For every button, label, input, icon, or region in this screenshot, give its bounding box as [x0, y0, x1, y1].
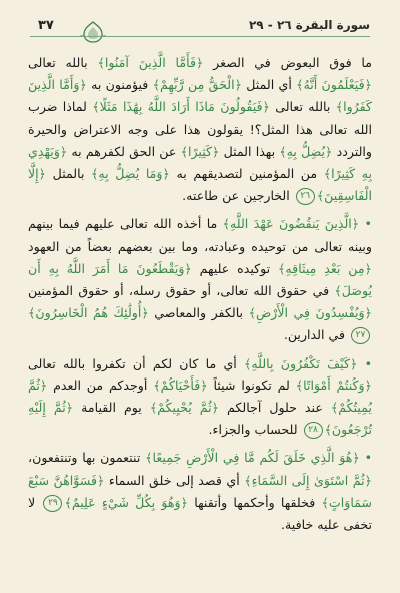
commentary-text: الخارجين عن طاعته.: [182, 188, 294, 204]
commentary-text: من المؤمنين لتصديقهم به: [169, 166, 324, 182]
quran-text: ﴿وَهُوَ بِكُلِّ شَيْءٍ عَلِيمٌ﴾: [64, 494, 189, 510]
header-divider: [30, 36, 370, 37]
commentary-text: أي المثل: [241, 77, 297, 93]
commentary-text: يوم القيامة: [73, 400, 150, 416]
quran-text: ﴿ثُمَّ إِلَيْهِ تُرْجَعُونَ﴾: [28, 400, 372, 438]
ornament-icon: [78, 20, 108, 44]
commentary-text: لماذا ضرب الله تعالى هذا المثل؟! يقولون هذا على وجه الاعتراض والحيرة والتردد: [28, 99, 372, 159]
commentary-text: لم تكونوا شيئاً: [207, 377, 296, 393]
bullet-icon: •: [364, 216, 372, 232]
paragraph: [28, 52, 372, 207]
paragraph: [28, 353, 372, 442]
quran-text: ﴿الْحَقُّ مِن رَّبِّهِمْ﴾: [152, 77, 242, 93]
verse-number: ٢٨: [304, 422, 323, 439]
commentary-text: بالله تعالى: [269, 99, 336, 115]
quran-text: ﴿ثُمَّ يُحْيِيكُمْ﴾: [149, 400, 220, 416]
quran-text: ﴿فَيَقُولُونَ مَاذَا أَرَادَ اللَّهُ بِهَٰذَا مَثَلًا﴾: [92, 99, 270, 115]
quran-text: ﴿وَيُفْسِدُونَ فِي الْأَرْضِ﴾: [248, 305, 372, 321]
quran-text: ﴿فَسَوَّاهُنَّ سَبْعَ سَمَاوَاتٍ﴾: [28, 472, 372, 510]
page-header: [0, 0, 400, 44]
bullet-icon: •: [364, 355, 373, 371]
quran-text: ﴿يُضِلُّ بِهِ﴾: [279, 143, 333, 159]
commentary-text: بالله تعالى: [28, 55, 98, 70]
quran-text: ﴿ثُمَّ اسْتَوَىٰ إِلَى السَّمَاءِ﴾: [244, 472, 372, 488]
paragraph: [28, 447, 372, 536]
quran-text: ﴿وَيَقْطَعُونَ مَا أَمَرَ اللَّهُ بِهِ أَن يُوصَلَ﴾: [28, 260, 372, 299]
quran-text: ﴿وَأَمَّا الَّذِينَ كَفَرُوا﴾: [28, 77, 372, 115]
text-body: [28, 52, 372, 542]
quran-text: ﴿فَيَعْلَمُونَ أَنَّهُ﴾: [296, 77, 372, 93]
commentary-text: أي ما كان لكم أن تكفروا بالله تعالى: [28, 355, 245, 371]
commentary-text: بالمثل: [46, 166, 92, 182]
commentary-text: فخلقها وأحكمها وأتقنها: [188, 494, 322, 510]
commentary-text: فيؤمنون به: [86, 77, 153, 93]
quran-text: ﴿فَأَمَّا الَّذِينَ آمَنُوا﴾: [97, 55, 204, 70]
commentary-text: في حقوق الله تعالى، أو حقوق رسله، أو حقوق المؤمنين: [28, 283, 335, 299]
verse-number: ٢٧: [351, 327, 370, 344]
quran-text: ﴿ثُمَّ يُمِيتُكُمْ﴾: [28, 377, 372, 416]
commentary-text: عن الحق لكفرهم به: [67, 143, 181, 159]
quran-text: ﴿الَّذِينَ يَنقُضُونَ عَهْدَ اللَّهِ﴾: [222, 216, 360, 232]
page-number: ٣٧: [38, 18, 54, 33]
quran-text: ﴿وَيَهْدِي بِهِ كَثِيرًا﴾: [28, 143, 372, 182]
verse-number: ٢٦: [296, 188, 315, 205]
quran-text: ﴿فَأَحْيَاكُمْ﴾: [153, 377, 208, 393]
running-title: سورة البقرة ٢٦ - ٢٩: [248, 18, 370, 32]
quran-text: ﴿كَثِيرًا﴾: [180, 143, 220, 159]
commentary-text: أوجدكم من العدم: [47, 377, 154, 393]
quran-text: ﴿وَمَا يُضِلُّ بِهِ﴾: [91, 166, 170, 182]
commentary-text: للحساب والجزاء.: [208, 422, 302, 438]
bullet-icon: •: [364, 450, 372, 466]
commentary-text: تنتعمون بها وتنتفعون،: [28, 450, 146, 466]
quran-text: ﴿مِن بَعْدِ مِيثَاقِهِ﴾: [278, 260, 372, 276]
commentary-text: عند حلول آجالكم: [219, 400, 331, 416]
commentary-text: أي قصد إلى خلق السماء: [104, 472, 245, 488]
commentary-text: ما أخذه الله تعالى عليهم فيما بينهم وبينه تعالى من توحيده وعبادته، وما بين بعضهم بعضاً من العهود: [28, 216, 372, 254]
paragraph: [28, 213, 372, 346]
commentary-text: ما فوق البعوض في الصغر: [203, 55, 373, 70]
quran-text: ﴿وَكُنتُمْ أَمْوَاتًا﴾: [295, 377, 372, 393]
quran-text: ﴿أُولَٰئِكَ هُمُ الْخَاسِرُونَ﴾: [28, 305, 149, 321]
quran-text: ﴿إِلَّا الْفَاسِقِينَ﴾: [28, 166, 372, 204]
commentary-text: بهذا المثل: [219, 143, 280, 159]
verse-number: ٢٩: [43, 495, 62, 512]
commentary-text: [357, 356, 364, 371]
commentary-text: لا تخفى عليه خافية.: [28, 494, 372, 533]
commentary-text: بالكفر والمعاصي: [148, 305, 249, 321]
commentary-text: توكيده عليهم: [191, 260, 279, 276]
quran-text: ﴿هُوَ الَّذِي خَلَقَ لَكُم مَّا فِي الْأَرْضِ جَمِيعًا﴾: [145, 450, 360, 466]
commentary-text: في الدارين.: [283, 327, 349, 343]
quran-text: ﴿كَيْفَ تَكْفُرُونَ بِاللَّهِ﴾: [244, 355, 358, 371]
